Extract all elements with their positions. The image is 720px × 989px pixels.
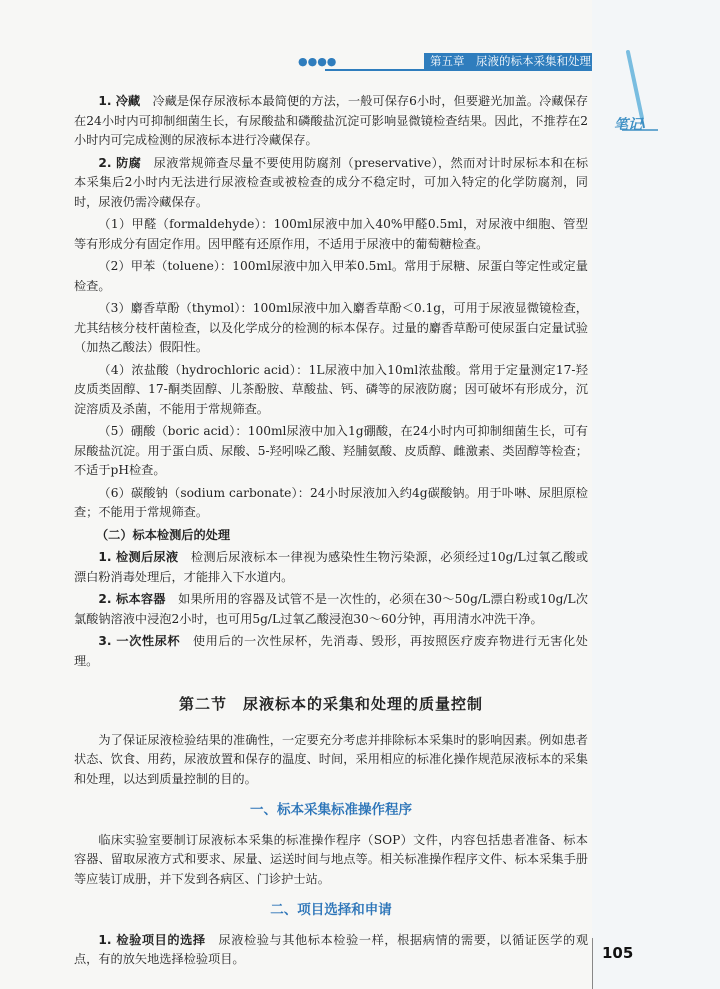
paragraph	[74, 632, 588, 671]
para-text: 使用后的一次性尿杯，先消毒、毁形，再按照医疗废弃物进行无害化处理。	[74, 634, 588, 668]
paragraph: （2）甲苯（toluene）：100ml尿液中加入甲苯0.5ml。常用于尿糖、尿蛋白等定性或定量检查。	[74, 259, 588, 293]
paragraph: （4）浓盐酸（hydrochloric acid）：1L尿液中加入10ml浓盐酸。常用于定量测定17-羟皮质类固醇、17-酮类固醇、儿茶酚胺、草酸盐、钙、磷等的尿液防腐；因可破坏有形成分，沉淀溶质及杀菌，不能用于常规筛查。	[74, 362, 588, 416]
subsection-heading: （二）标本检测后的处理	[96, 527, 231, 542]
para-lead: 1. 冷藏	[98, 94, 141, 108]
paragraph: 临床实验室要制订尿液标本采集的标准操作程序（SOP）文件，内容包括患者准备、标本容器、留取尿液方式和要求、尿量、运送时间与地点等。相关标准操作程序文件、标本采集手册等应装订成册，并下发到各病区、门诊护士站。	[74, 832, 588, 886]
page-body	[74, 92, 588, 973]
para-text: 检测后尿液标本一律视为感染性生物污染源，必须经过10g/L过氧乙酸或漂白粉消毒处理后，才能排入下水道内。	[74, 550, 589, 584]
paragraph: （5）硼酸（boric acid）：100ml尿液中加入1g硼酸，在24小时内可抑制细菌生长，可有尿酸盐沉淀。用于蛋白质、尿酸、5-羟吲哚乙酸、羟脯氨酸、皮质醇、雌激素、类固醇等检查；不适于pH检查。	[74, 424, 588, 477]
notes-label: 笔记	[614, 117, 642, 133]
paragraph	[74, 931, 588, 970]
para-text: 尿液检验与其他标本检验一样，根据病情的需要，以循证医学的观点，有的放矢地选择检验项目。	[74, 932, 589, 966]
para-text: 尿液常规筛查尽量不要使用防腐剂（preservative），然而对计时尿标本和在标本采集后2小时内无法进行尿液检查或被检查的成分不稳定时，可加入特定的化学防腐剂，同时，尿液仍需冷藏保存。	[74, 155, 589, 209]
header-rule	[325, 69, 592, 71]
paragraph	[74, 590, 588, 629]
para-lead: 2. 标本容器	[98, 592, 166, 606]
notes-margin	[592, 0, 720, 989]
header-dots: ●●●●	[298, 55, 337, 68]
paragraph	[74, 154, 588, 213]
paragraph	[74, 92, 588, 151]
chapter-header: 第五章 尿液的标本采集和处理	[424, 53, 592, 70]
para-lead: 1. 检测后尿液	[98, 550, 179, 564]
para-text: 冷藏是保存尿液标本最简便的方法，一般可保存6小时，但要避光加盖。冷藏保存在24小时内可抑制细菌生长，有尿酸盐和磷酸盐沉淀可影响显微镜检查结果。因此，不推荐在2小时内可完成检测的尿液标本进行冷藏保存。	[74, 94, 589, 147]
page-number-rule	[592, 938, 593, 989]
heading-two: 二、项目选择和申请	[270, 902, 392, 918]
page-number: 105	[602, 944, 634, 962]
paragraph	[74, 548, 588, 587]
paragraph: （6）碳酸钠（sodium carbonate）：24小时尿液加入约4g碳酸钠。用于卟啉、尿胆原检查；不能用于常规筛查。	[74, 485, 588, 519]
para-text: 如果所用的容器及试管不是一次性的，必须在30～50g/L漂白粉或10g/L次氯酸钠溶液中浸泡2小时，也可用5g/L过氧乙酸浸泡30～60分钟，再用清水冲洗干净。	[74, 592, 588, 626]
para-lead: 2. 防腐	[98, 155, 142, 170]
para-lead: 1. 检验项目的选择	[98, 932, 206, 947]
paragraph: 为了保证尿液检验结果的准确性，一定要充分考虑并排除标本采集时的影响因素。例如患者状态、饮食、用药，尿液放置和保存的温度、时间，采用相应的标准化操作规范尿液标本的采集和处理，以达到质量控制的目的。	[74, 732, 588, 786]
section-title: 第二节 尿液标本的采集和处理的质量控制	[178, 695, 483, 713]
paragraph: （1）甲醛（formaldehyde）：100ml尿液中加入40%甲醛0.5ml，对尿液中细胞、管型等有形成分有固定作用。因甲醛有还原作用，不适用于尿液中的葡萄糖检查。	[74, 217, 588, 251]
para-lead: 3. 一次性尿杯	[98, 634, 181, 648]
paragraph: （3）麝香草酚（thymol）：100ml尿液中加入麝香草酚＜0.1g，可用于尿液显微镜检查，尤其结核分枝杆菌检查，以及化学成分的检测的标本保存。过量的麝香草酚可使尿蛋白定量试验（加热乙酸法）假阳性。	[74, 301, 588, 354]
heading-one: 一、标本采集标准操作程序	[250, 802, 412, 818]
